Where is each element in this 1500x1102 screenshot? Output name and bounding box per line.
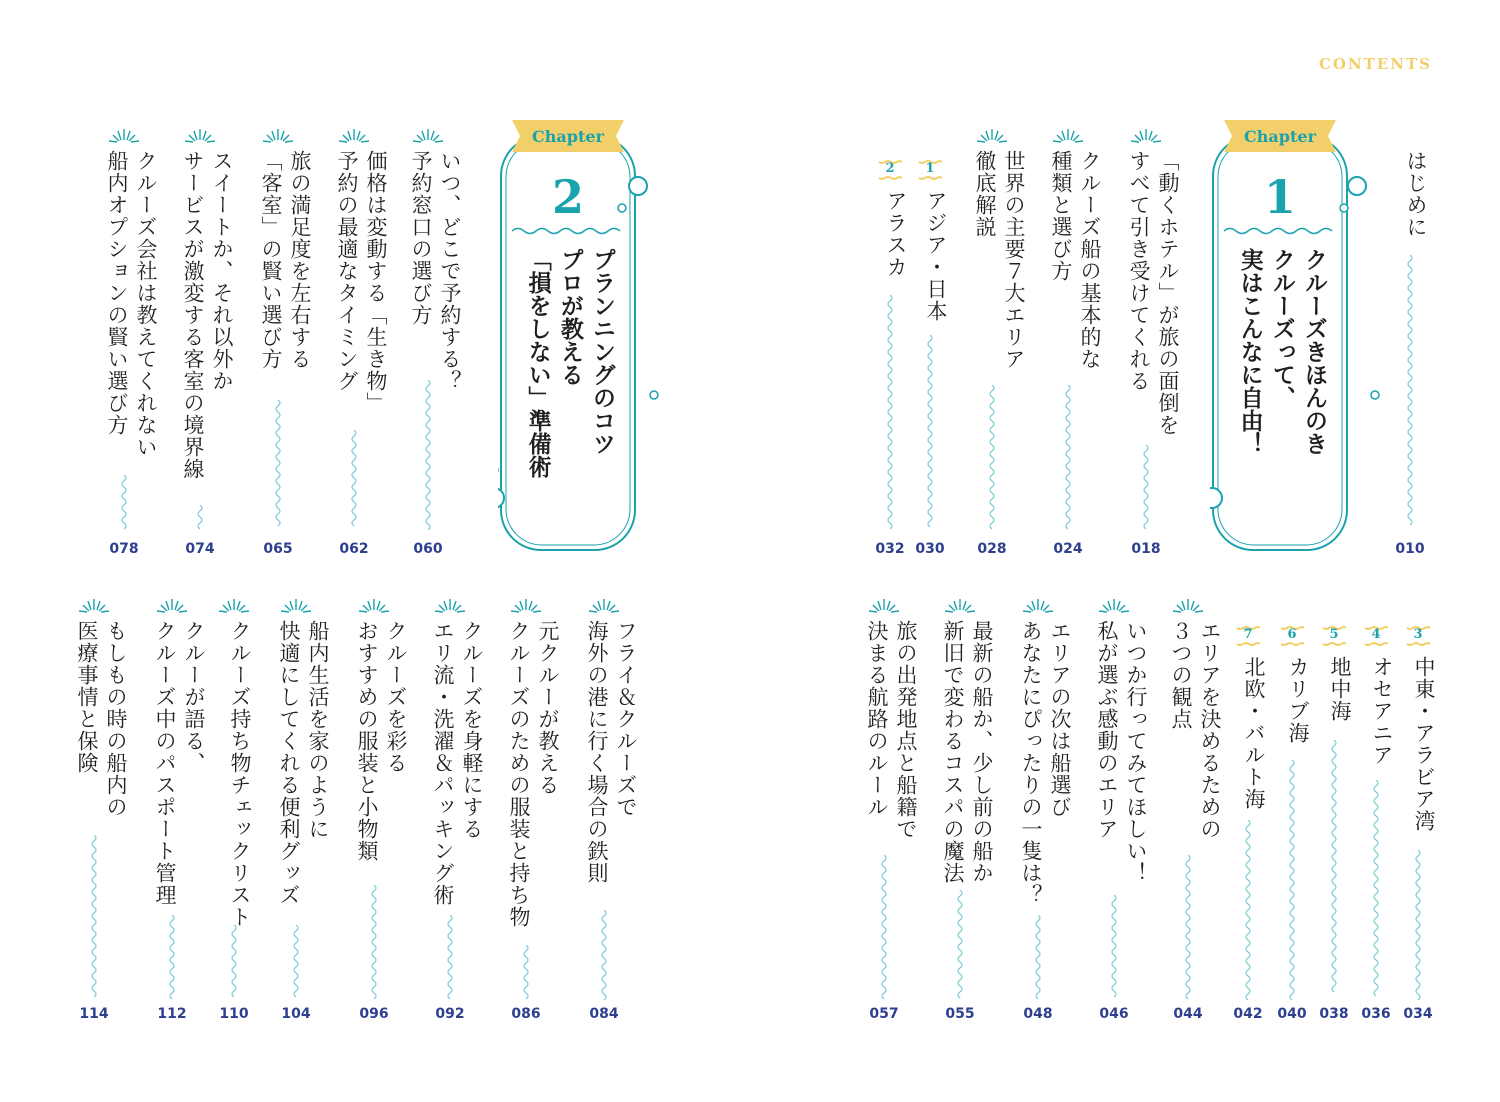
- area-number: 3: [1413, 627, 1423, 642]
- wave-divider: [954, 890, 966, 1000]
- toc-entry-area[interactable]: [1314, 0, 1354, 1102]
- sunburst-icon: [358, 598, 390, 614]
- page-number: 046: [1099, 1006, 1129, 1022]
- toc-entry[interactable]: [276, 0, 330, 1102]
- wave-divider: [924, 335, 936, 530]
- toc-entry[interactable]: [214, 0, 254, 1102]
- wave-divider: [444, 915, 456, 1000]
- entry-title: クルーズ船の基本的な 種類と選び方: [1049, 150, 1102, 370]
- wave-divider: [520, 945, 532, 1000]
- wave-divider: [1370, 780, 1382, 1000]
- wave-divider: [598, 910, 610, 1000]
- wave-divider: [118, 475, 130, 530]
- entry-title: アジア・日本: [924, 190, 948, 322]
- contents-label: CONTENTS: [1318, 55, 1432, 73]
- entry-title: カリブ海: [1286, 656, 1310, 744]
- wave-divider: [1032, 915, 1044, 1000]
- area-number: 7: [1243, 627, 1253, 642]
- sunburst-icon: [868, 598, 900, 614]
- wave-divider: [194, 505, 206, 530]
- sunburst-icon: [588, 598, 620, 614]
- entry-title: 世界の主要７大エリア 徹底解説: [973, 150, 1026, 370]
- entry-title: クルーズを身軽にする エリ流・洗濯＆パッキング術: [431, 620, 484, 906]
- page-number: 065: [263, 541, 293, 557]
- wave-divider: [228, 925, 240, 1000]
- wave-divider: [1412, 850, 1424, 1000]
- sunburst-icon: [156, 598, 188, 614]
- sunburst-icon: [976, 128, 1008, 144]
- wave-divider: [1328, 740, 1340, 1000]
- page-number: 024: [1053, 541, 1083, 557]
- wave-divider: [986, 385, 998, 530]
- page-number: 062: [339, 541, 369, 557]
- sunburst-icon: [1172, 598, 1204, 614]
- entry-title: クルーが語る、 クルーズ中のパスポート管理: [153, 620, 206, 906]
- area-number: 4: [1371, 627, 1381, 642]
- page-number: 032: [875, 541, 905, 557]
- wave-divider: [878, 855, 890, 1000]
- area-number: 1: [925, 161, 935, 176]
- wave-divider: [1108, 895, 1120, 1000]
- entry-title: 最新の船か、少し前の船か 新旧で変わるコスパの魔法: [941, 620, 994, 884]
- wave-divider: [1182, 855, 1194, 1000]
- toc-entry[interactable]: [354, 0, 408, 1102]
- page-number: 040: [1277, 1006, 1307, 1022]
- entry-title: オセアニア: [1370, 656, 1394, 766]
- entry-title: クルーズ会社は教えてくれない 船内オプションの賢い選び方: [105, 150, 158, 458]
- chapter-number: 1: [1263, 170, 1296, 224]
- toc-entry[interactable]: [506, 0, 560, 1102]
- sunburst-icon: [944, 598, 976, 614]
- page-number: 114: [79, 1006, 109, 1022]
- page-number: 034: [1403, 1006, 1433, 1022]
- area-number: 2: [885, 161, 895, 176]
- toc-entry[interactable]: [584, 0, 638, 1102]
- entry-title: アラスカ: [884, 190, 908, 278]
- wave-divider: [290, 925, 302, 1000]
- wave-divider: [1062, 385, 1074, 530]
- page-number: 036: [1361, 1006, 1391, 1022]
- entry-title: 中東・アラビア湾: [1412, 656, 1436, 832]
- chapter-label: Chapter: [532, 127, 604, 146]
- toc-entry-area[interactable]: [1272, 0, 1312, 1102]
- entry-title: スイートか、それ以外か サービスが激変する客室の境界線: [181, 150, 234, 480]
- area-number: 5: [1329, 627, 1339, 642]
- sunburst-icon: [1098, 598, 1130, 614]
- entry-title: はじめに: [1404, 150, 1428, 238]
- page-number: 042: [1233, 1006, 1263, 1022]
- sunburst-icon: [280, 598, 312, 614]
- entry-title: クルーズを彩る おすすめの服装と小物類: [355, 620, 408, 862]
- chapter-title-line: プランニングのコツ: [589, 248, 616, 455]
- page-number: 028: [977, 541, 1007, 557]
- page-number: 086: [511, 1006, 541, 1022]
- entry-title: いつか行ってみてほしい！ 私が選ぶ感動のエリア: [1095, 620, 1148, 884]
- sunburst-icon: [1022, 598, 1054, 614]
- entry-title: 地中海: [1328, 656, 1352, 722]
- wave-divider: [1286, 760, 1298, 1000]
- entry-title: もしもの時の船内の 医療事情と保険: [75, 620, 128, 818]
- wave-divider: [368, 885, 380, 1000]
- area-number: 6: [1287, 627, 1297, 642]
- chapter-number: 2: [551, 170, 584, 224]
- page-number: 104: [281, 1006, 311, 1022]
- toc-entry[interactable]: [1168, 0, 1222, 1102]
- chapter-title-line: クルーズって、: [1268, 248, 1296, 409]
- toc-entry-area[interactable]: [1398, 0, 1438, 1102]
- page-number: 092: [435, 1006, 465, 1022]
- entry-title: 元クルーが教える クルーズのための服装と持ち物: [507, 620, 560, 928]
- page-number: 048: [1023, 1006, 1053, 1022]
- page-number: 078: [109, 541, 139, 557]
- entry-title: エリアを決めるための ３つの観点: [1169, 620, 1222, 840]
- page-number: 112: [157, 1006, 187, 1022]
- chapter-title-line: プロが教える: [556, 248, 584, 386]
- sunburst-icon: [78, 598, 110, 614]
- page-number: 044: [1173, 1006, 1203, 1022]
- page-number: 057: [869, 1006, 899, 1022]
- page-number: 110: [219, 1006, 249, 1022]
- chapter-label: Chapter: [1244, 127, 1316, 146]
- sunburst-icon: [1130, 128, 1162, 144]
- right-page: [750, 0, 1500, 1102]
- toc-entry[interactable]: [864, 0, 918, 1102]
- entry-title: フライ＆クルーズで 海外の港に行く場合の鉄則: [585, 620, 638, 884]
- page-number: 096: [359, 1006, 389, 1022]
- wave-divider: [1140, 445, 1152, 530]
- chapter-title-line: 実はこんなに自由！: [1236, 248, 1264, 455]
- chapter-title-line: クルーズきほんのき: [1301, 248, 1328, 455]
- page-number: 030: [915, 541, 945, 557]
- toc-entry[interactable]: [430, 0, 484, 1102]
- page-number: 010: [1395, 541, 1425, 557]
- sunburst-icon: [434, 598, 466, 614]
- page-number: 055: [945, 1006, 975, 1022]
- sunburst-icon: [510, 598, 542, 614]
- wave-divider: [88, 835, 100, 1000]
- wave-divider: [1242, 820, 1254, 1000]
- entry-title: 旅の出発地点と船籍で 決まる航路のルール: [865, 620, 918, 840]
- chapter-title-line: 「損をしない」準備術: [524, 248, 552, 478]
- page-number: 084: [589, 1006, 619, 1022]
- page-number: 018: [1131, 541, 1161, 557]
- sunburst-icon: [218, 598, 250, 614]
- toc-entry-area[interactable]: [1356, 0, 1396, 1102]
- wave-divider: [166, 915, 178, 1000]
- entry-title: 船内生活を家のように 快適にしてくれる便利グッズ: [277, 620, 330, 906]
- entry-title: クルーズ持ち物チェックリスト: [228, 620, 252, 928]
- page-number: 060: [413, 541, 443, 557]
- entry-title: 旅の満足度を左右する 「客室」の賢い選び方: [259, 150, 312, 370]
- page-number: 038: [1319, 1006, 1349, 1022]
- entry-title: 北欧・バルト海: [1242, 656, 1266, 810]
- entry-title: エリアの次は船選び あなたにぴったりの一隻は？: [1019, 620, 1072, 906]
- entry-title: 価格は変動する「生き物」 予約の最適なタイミング: [335, 150, 388, 414]
- entry-title: 「動くホテル」が旅の面倒を すべて引き受けてくれる: [1127, 150, 1180, 436]
- toc-entry-area[interactable]: [1228, 0, 1268, 1102]
- page-number: 074: [185, 541, 215, 557]
- entry-title: いつ、どこで予約する？ 予約窓口の選び方: [409, 150, 462, 392]
